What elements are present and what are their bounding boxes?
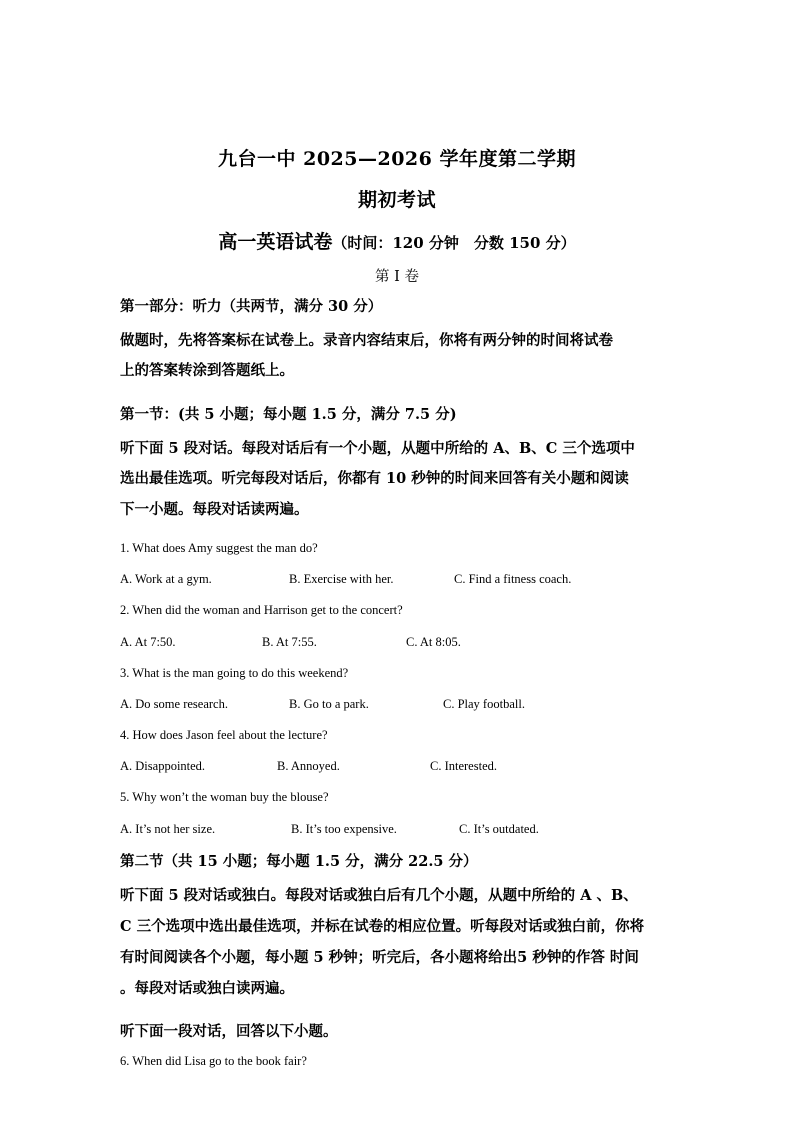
answer-option: B. It’s too expensive. <box>291 822 397 836</box>
exam-name: 期初考试 <box>357 189 436 211</box>
answer-option: A. Disappointed. <box>120 759 206 773</box>
section2-instruction-line: 听下面 5 段对话或独白。每段对话或独白后有几个小题，从题中所给的 A 、B、 <box>120 887 638 904</box>
part1-instruction-line: 做题时，先将答案标在试卷上。录音内容结束后，你将有两分钟的时间将试卷 <box>120 332 613 349</box>
section1-instruction-line: 选出最佳选项。听完每段对话后，你都有 10 秒钟的时间来回答有关小题和阅读 <box>120 470 629 487</box>
answer-option: B. Annoyed. <box>277 759 340 773</box>
paper-note: （时间：120 分钟 分数 150 分） <box>332 234 576 252</box>
part1-heading: 第一部分：听力（共两节，满分 30 分） <box>120 298 383 315</box>
section1-instruction-line: 听下面 5 段对话。每段对话后有一个小题，从题中所给的 A、B、C 三个选项中 <box>120 440 635 457</box>
answer-option: C. Find a fitness coach. <box>454 572 572 586</box>
answer-option: B. At 7:55. <box>262 635 317 649</box>
question-stem: 3. What is the man going to do this weekend? <box>120 666 349 680</box>
sub-instruction: 听下面一段对话，回答以下小题。 <box>120 1023 338 1040</box>
answer-option: B. Exercise with her. <box>289 572 394 586</box>
answer-option: C. Interested. <box>430 759 497 773</box>
answer-option: A. Do some research. <box>120 697 228 711</box>
answer-option: C. At 8:05. <box>406 635 461 649</box>
answer-option: A. It’s not her size. <box>120 822 216 836</box>
section2-instruction-line: C 三个选项中选出最佳选项，并标在试卷的相应位置。听每段对话或独白前，你将 <box>120 918 645 935</box>
paper-title: 高一英语试卷 <box>218 231 333 253</box>
section2-heading: 第二节（共 15 小题；每小题 1.5 分，满分 22.5 分） <box>120 853 478 870</box>
section2-instruction-line: 有时间阅读各个小题，每小题 5 秒钟；听完后，各小题将给出5 秒钟的作答 时间 <box>120 949 639 966</box>
question-stem: 5. Why won’t the woman buy the blouse? <box>120 790 329 804</box>
section1-heading: 第一节：(共 5 小题；每小题 1.5 分，满分 7.5 分) <box>120 406 457 423</box>
question-stem: 6. When did Lisa go to the book fair? <box>120 1054 307 1068</box>
section2-instruction-line: 。每段对话或独白读两遍。 <box>120 980 294 997</box>
answer-option: B. Go to a park. <box>289 697 369 711</box>
section1-instruction-line: 下一小题。每段对话读两遍。 <box>120 501 309 518</box>
answer-option: A. Work at a gym. <box>120 572 212 586</box>
paper-title-line <box>0 227 794 254</box>
question-stem: 4. How does Jason feel about the lecture? <box>120 728 328 742</box>
volume-label: 第 I 卷 <box>375 269 419 285</box>
question-stem: 1. What does Amy suggest the man do? <box>120 541 318 555</box>
answer-option: A. At 7:50. <box>120 635 176 649</box>
part1-instruction-line: 上的答案转涂到答题纸上。 <box>120 362 294 379</box>
school-title: 九台一中 2025—2026 学年度第二学期 <box>218 148 576 170</box>
answer-option: C. Play football. <box>443 697 525 711</box>
answer-option: C. It’s outdated. <box>459 822 539 836</box>
question-stem: 2. When did the woman and Harrison get to the concert? <box>120 603 403 617</box>
